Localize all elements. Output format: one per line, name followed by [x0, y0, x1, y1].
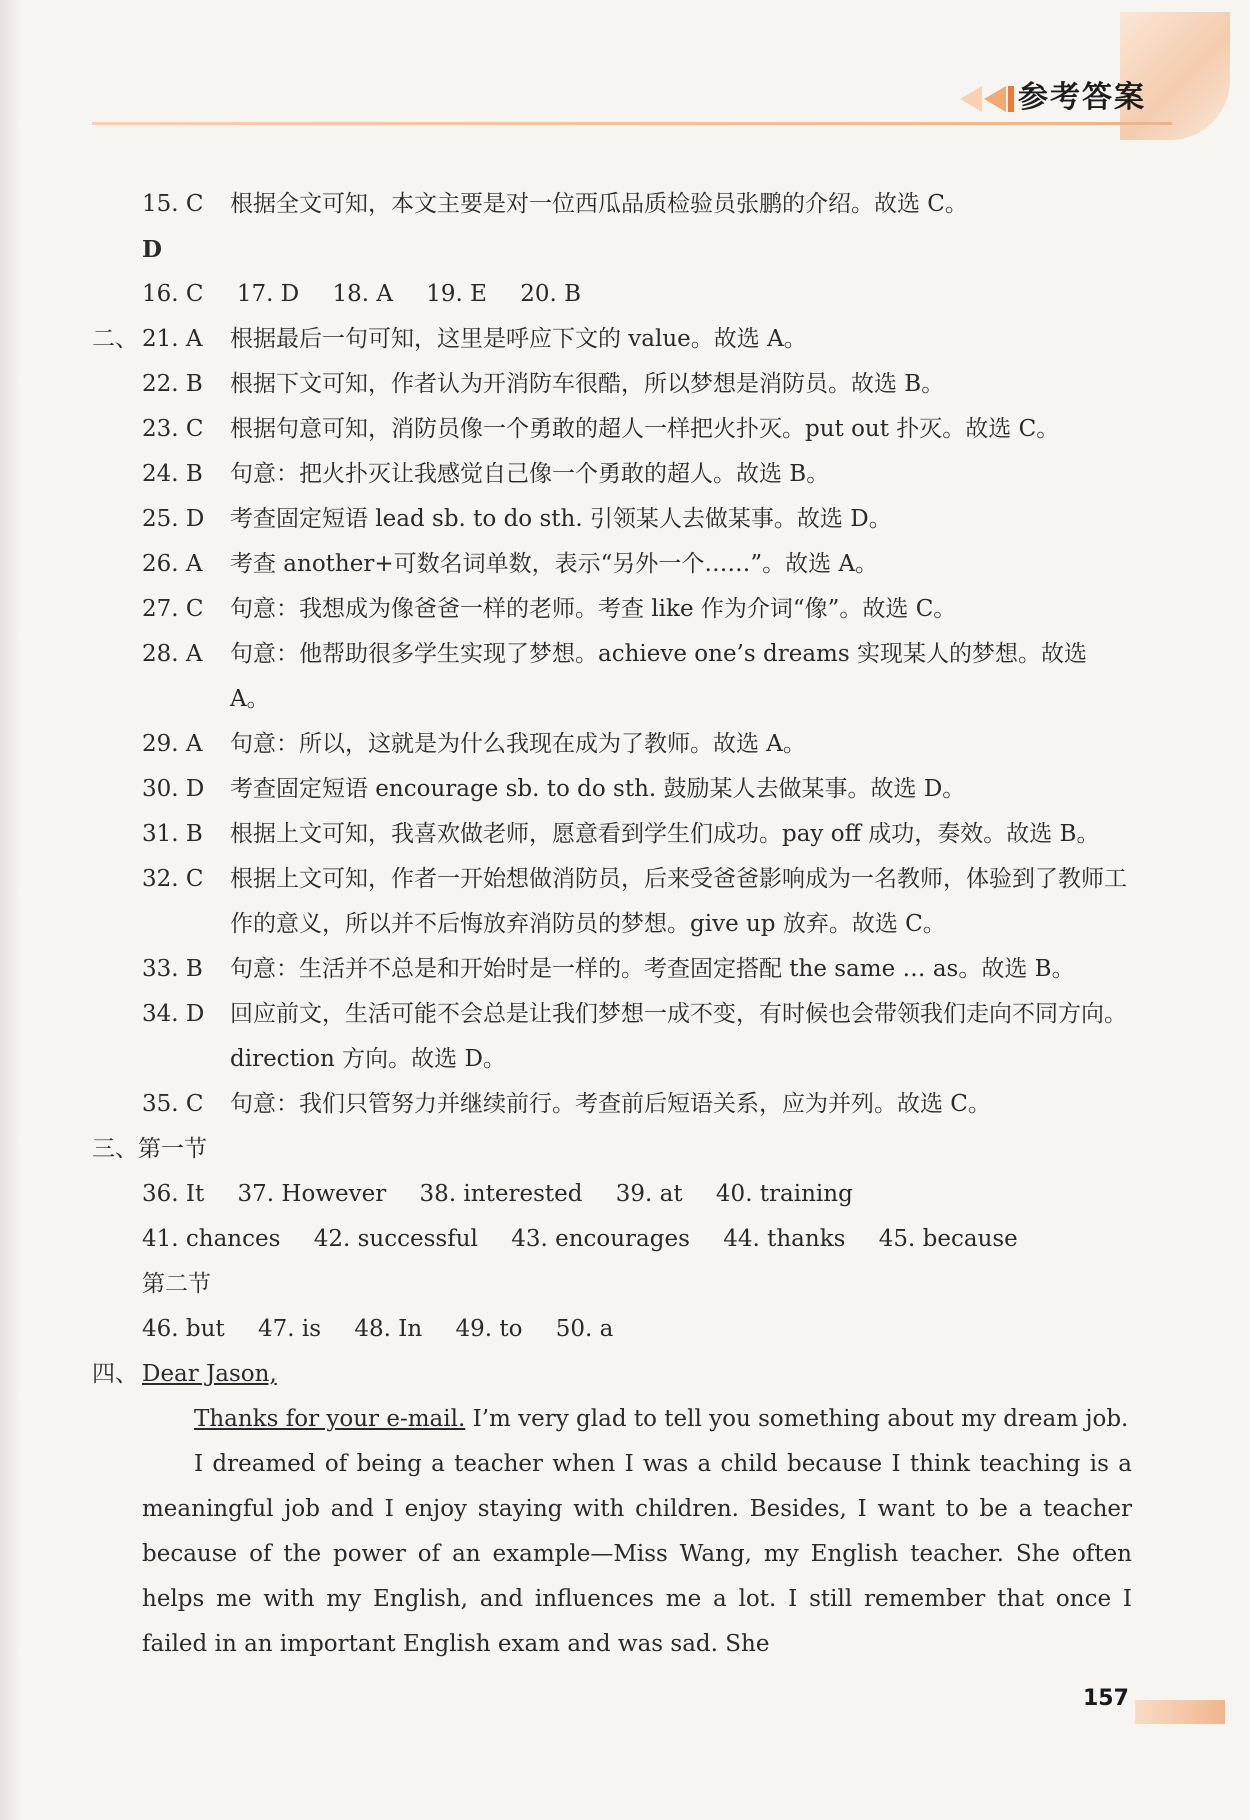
answer-number: 26. A: [142, 551, 203, 577]
answer-explanation: 句意：所以，这就是为什么我现在成为了教师。故选 A。: [230, 731, 806, 757]
answer-explanation: 句意：生活并不总是和开始时是一样的。考查固定搭配 the same … as。故选 B。: [230, 956, 1075, 982]
answer-item: 47. is: [257, 1316, 322, 1342]
answer-item: 42. successful: [313, 1226, 478, 1252]
answer-number: 15. C: [142, 191, 204, 217]
answer-row: [92, 542, 1132, 587]
letter-opening-underlined: Thanks for your e-mail.: [194, 1406, 466, 1432]
answer-row: [92, 182, 1132, 227]
page-header-title: 参考答案: [1018, 80, 1146, 115]
answer-item: 18. A: [332, 281, 393, 307]
section-d-answers: [92, 272, 1132, 317]
page-header: [0, 0, 1250, 140]
header-divider: [92, 122, 1172, 125]
answer-number: 33. B: [142, 956, 203, 982]
answer-item: 40. training: [715, 1181, 853, 1207]
page-edge-shadow: [0, 0, 22, 1820]
part-three-answers-row: [92, 1307, 1132, 1352]
answer-explanation: 根据上文可知，我喜欢做老师，愿意看到学生们成功。pay off 成功，奏效。故选 B。: [230, 821, 1100, 847]
answer-number: 29. A: [142, 731, 203, 757]
letter-body-paragraph: I dreamed of being a teacher when I was a child because I think teaching is a meaningful job and I enjoy staying with children. Besides, I want to be a teacher because of the power of an example—Miss Wang, my English teacher. She often helps me with my English, and influences me a lot. I still remember that once I failed in an important English exam and was sad. She: [142, 1451, 1132, 1657]
answer-row: [92, 812, 1132, 857]
answer-item: 48. In: [354, 1316, 423, 1342]
answer-row: [92, 947, 1132, 992]
answer-item: 17. D: [236, 281, 300, 307]
answer-explanation: 句意：我们只管努力并继续前行。考查前后短语关系，应为并列。故选 C。: [230, 1091, 991, 1117]
answer-explanation: 根据全文可知，本文主要是对一位西瓜品质检验员张鹏的介绍。故选 C。: [230, 191, 968, 217]
answer-row: [92, 767, 1132, 812]
answer-row: [92, 992, 1132, 1082]
answer-number: 34. D: [142, 1001, 205, 1027]
answer-explanation: 句意：他帮助很多学生实现了梦想。achieve one’s dreams 实现某人的梦想。故选 A。: [230, 641, 1087, 712]
answer-explanation: 考查固定短语 encourage sb. to do sth. 鼓励某人去做某事。故选 D。: [230, 776, 966, 802]
answer-item: 41. chances: [142, 1226, 281, 1252]
answer-explanation: 回应前文，生活可能不会总是让我们梦想一成不变，有时候也会带领我们走向不同方向。direction 方向。故选 D。: [230, 1001, 1127, 1072]
part-four-label: 四、: [92, 1361, 138, 1387]
answer-row: [92, 1082, 1132, 1127]
answer-row: [92, 722, 1132, 767]
answer-item: 37. However: [237, 1181, 387, 1207]
answer-explanation: 考查固定短语 lead sb. to do sth. 引领某人去做某事。故选 D。: [230, 506, 892, 532]
answer-number: 35. C: [142, 1091, 204, 1117]
answer-number: 30. D: [142, 776, 205, 802]
answer-row: [92, 452, 1132, 497]
answer-row: [92, 587, 1132, 632]
answer-content: [92, 182, 1132, 1667]
answer-item: 43. encourages: [511, 1226, 690, 1252]
answer-item: 20. B: [520, 281, 582, 307]
answer-explanation: 根据句意可知，消防员像一个勇敢的超人一样把火扑灭。put out 扑灭。故选 C。: [230, 416, 1060, 442]
answer-item: 39. at: [615, 1181, 683, 1207]
letter-opening-line: [92, 1397, 1132, 1442]
letter-opening-rest: I’m very glad to tell you something about my dream job.: [465, 1406, 1129, 1432]
answer-item: 36. It: [142, 1181, 205, 1207]
footer-decoration: [1135, 1700, 1225, 1724]
part-three-label: 三、第一节: [92, 1136, 207, 1162]
part-two-label: 二、: [92, 326, 138, 352]
answer-row: [92, 407, 1132, 452]
answer-number: 22. B: [142, 371, 203, 397]
answer-explanation: 根据下文可知，作者认为开消防车很酷，所以梦想是消防员。故选 B。: [230, 371, 945, 397]
part-three-answers-row: [92, 1172, 1132, 1217]
answer-explanation: 句意：把火扑灭让我感觉自己像一个勇敢的超人。故选 B。: [230, 461, 830, 487]
answer-item: 19. E: [426, 281, 487, 307]
answer-number: 32. C: [142, 866, 204, 892]
letter-greeting-row: [92, 1352, 1132, 1397]
answer-number: 23. C: [142, 416, 204, 442]
section-two-label: 第二节: [142, 1271, 211, 1297]
answer-number: 24. B: [142, 461, 203, 487]
answer-number: 31. B: [142, 821, 203, 847]
answer-item: 49. to: [455, 1316, 523, 1342]
answer-explanation: 考查 another+可数名词单数，表示“另外一个……”。故选 A。: [230, 551, 879, 577]
answer-explanation: 根据上文可知，作者一开始想做消防员，后来受爸爸影响成为一名教师，体验到了教师工作的意义，所以并不后悔放弃消防员的梦想。give up 放弃。故选 C。: [230, 866, 1127, 937]
answer-item: 45. because: [878, 1226, 1018, 1252]
answer-item: 50. a: [555, 1316, 614, 1342]
answer-explanation: 根据最后一句可知，这里是呼应下文的 value。故选 A。: [230, 326, 807, 352]
answer-row: [92, 362, 1132, 407]
answer-item: 38. interested: [419, 1181, 583, 1207]
letter-greeting: Dear Jason,: [142, 1361, 277, 1387]
answer-number: 27. C: [142, 596, 204, 622]
answer-number: 21. A: [142, 326, 203, 352]
answer-item: 44. thanks: [723, 1226, 846, 1252]
answer-row: [92, 497, 1132, 542]
answer-number: 28. A: [142, 641, 203, 667]
answer-row: [92, 632, 1132, 722]
arrow-decoration-icon: [960, 84, 1014, 114]
part-three-answers-row: [92, 1217, 1132, 1262]
answer-row: [92, 317, 1132, 362]
answer-row: [92, 857, 1132, 947]
page-number: 157: [1083, 1686, 1129, 1711]
answer-number: 25. D: [142, 506, 205, 532]
section-d-label: D: [142, 236, 162, 263]
answer-item: 16. C: [142, 281, 204, 307]
answer-item: 46. but: [142, 1316, 225, 1342]
answer-explanation: 句意：我想成为像爸爸一样的老师。考查 like 作为介词“像”。故选 C。: [230, 596, 957, 622]
